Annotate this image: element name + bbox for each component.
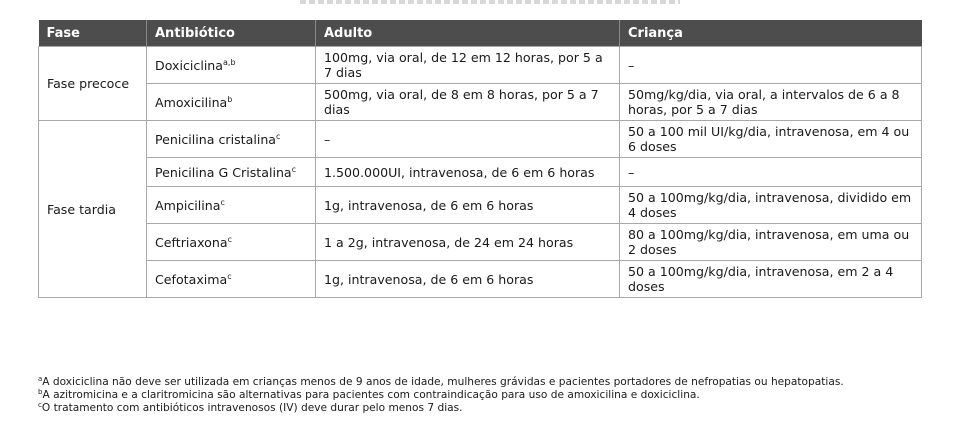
- table-row: [39, 187, 922, 224]
- adult-cell: 1g, intravenosa, de 6 em 6 horas: [316, 261, 620, 298]
- adult-cell: 500mg, via oral, de 8 em 8 horas, por 5 a 7 dias: [316, 84, 620, 121]
- drug-cell: Doxiciclina$^{a,b}$: [147, 47, 316, 84]
- drug-cell: Ceftriaxona$^c$: [147, 224, 316, 261]
- footnote: $^c$O tratamento com antibióticos intravenosos (IV) deve durar pelo menos 7 dias.: [38, 401, 463, 414]
- phase-early: Fase precoce: [39, 47, 147, 121]
- footnotes: [38, 376, 938, 415]
- table-row: [39, 158, 922, 187]
- table-row: [39, 224, 922, 261]
- table-row: [39, 261, 922, 298]
- table-row: [39, 47, 922, 84]
- child-cell: 50mg/kg/dia, via oral, a intervalos de 6 a 8 horas, por 5 a 7 dias: [620, 84, 922, 121]
- header-adulto: Adulto: [316, 20, 620, 47]
- adult-cell: 1.500.000UI, intravenosa, de 6 em 6 horas: [316, 158, 620, 187]
- child-cell: –: [620, 47, 922, 84]
- adult-cell: –: [316, 121, 620, 158]
- header-fase: Fase: [39, 20, 147, 47]
- adult-cell: 1 a 2g, intravenosa, de 24 em 24 horas: [316, 224, 620, 261]
- phase-late: Fase tardia: [39, 121, 147, 298]
- drug-cell: Amoxicilina$^b$: [147, 84, 316, 121]
- footnote: $^a$A doxiciclina não deve ser utilizada em crianças menos de 9 anos de idade, mulheres grávidas e pacientes portadores de nefropatias ou hepatopatias.: [38, 375, 844, 388]
- header-antibiotico: Antibiótico: [147, 20, 316, 47]
- table-row: [39, 84, 922, 121]
- header-crianca: Criança: [620, 20, 922, 47]
- adult-cell: 1g, intravenosa, de 6 em 6 horas: [316, 187, 620, 224]
- child-cell: 50 a 100mg/kg/dia, intravenosa, em 2 a 4 doses: [620, 261, 922, 298]
- drug-cell: Penicilina G Cristalina$^c$: [147, 158, 316, 187]
- cropped-text-strip: [300, 0, 680, 4]
- header-row: [39, 20, 922, 47]
- child-cell: –: [620, 158, 922, 187]
- child-cell: 50 a 100 mil UI/kg/dia, intravenosa, em 4 ou 6 doses: [620, 121, 922, 158]
- table-row: [39, 121, 922, 158]
- child-cell: 80 a 100mg/kg/dia, intravenosa, em uma ou 2 doses: [620, 224, 922, 261]
- drug-cell: Penicilina cristalina$^c$: [147, 121, 316, 158]
- footnote: $^b$A azitromicina e a claritromicina são alternativas para pacientes com contraindicação para uso de amoxicilina e doxiciclina.: [38, 388, 700, 401]
- adult-cell: 100mg, via oral, de 12 em 12 horas, por 5 a 7 dias: [316, 47, 620, 84]
- drug-cell: Ampicilina$^c$: [147, 187, 316, 224]
- child-cell: 50 a 100mg/kg/dia, intravenosa, dividido em 4 doses: [620, 187, 922, 224]
- drug-cell: Cefotaxima$^c$: [147, 261, 316, 298]
- antibiotic-table: [38, 20, 922, 298]
